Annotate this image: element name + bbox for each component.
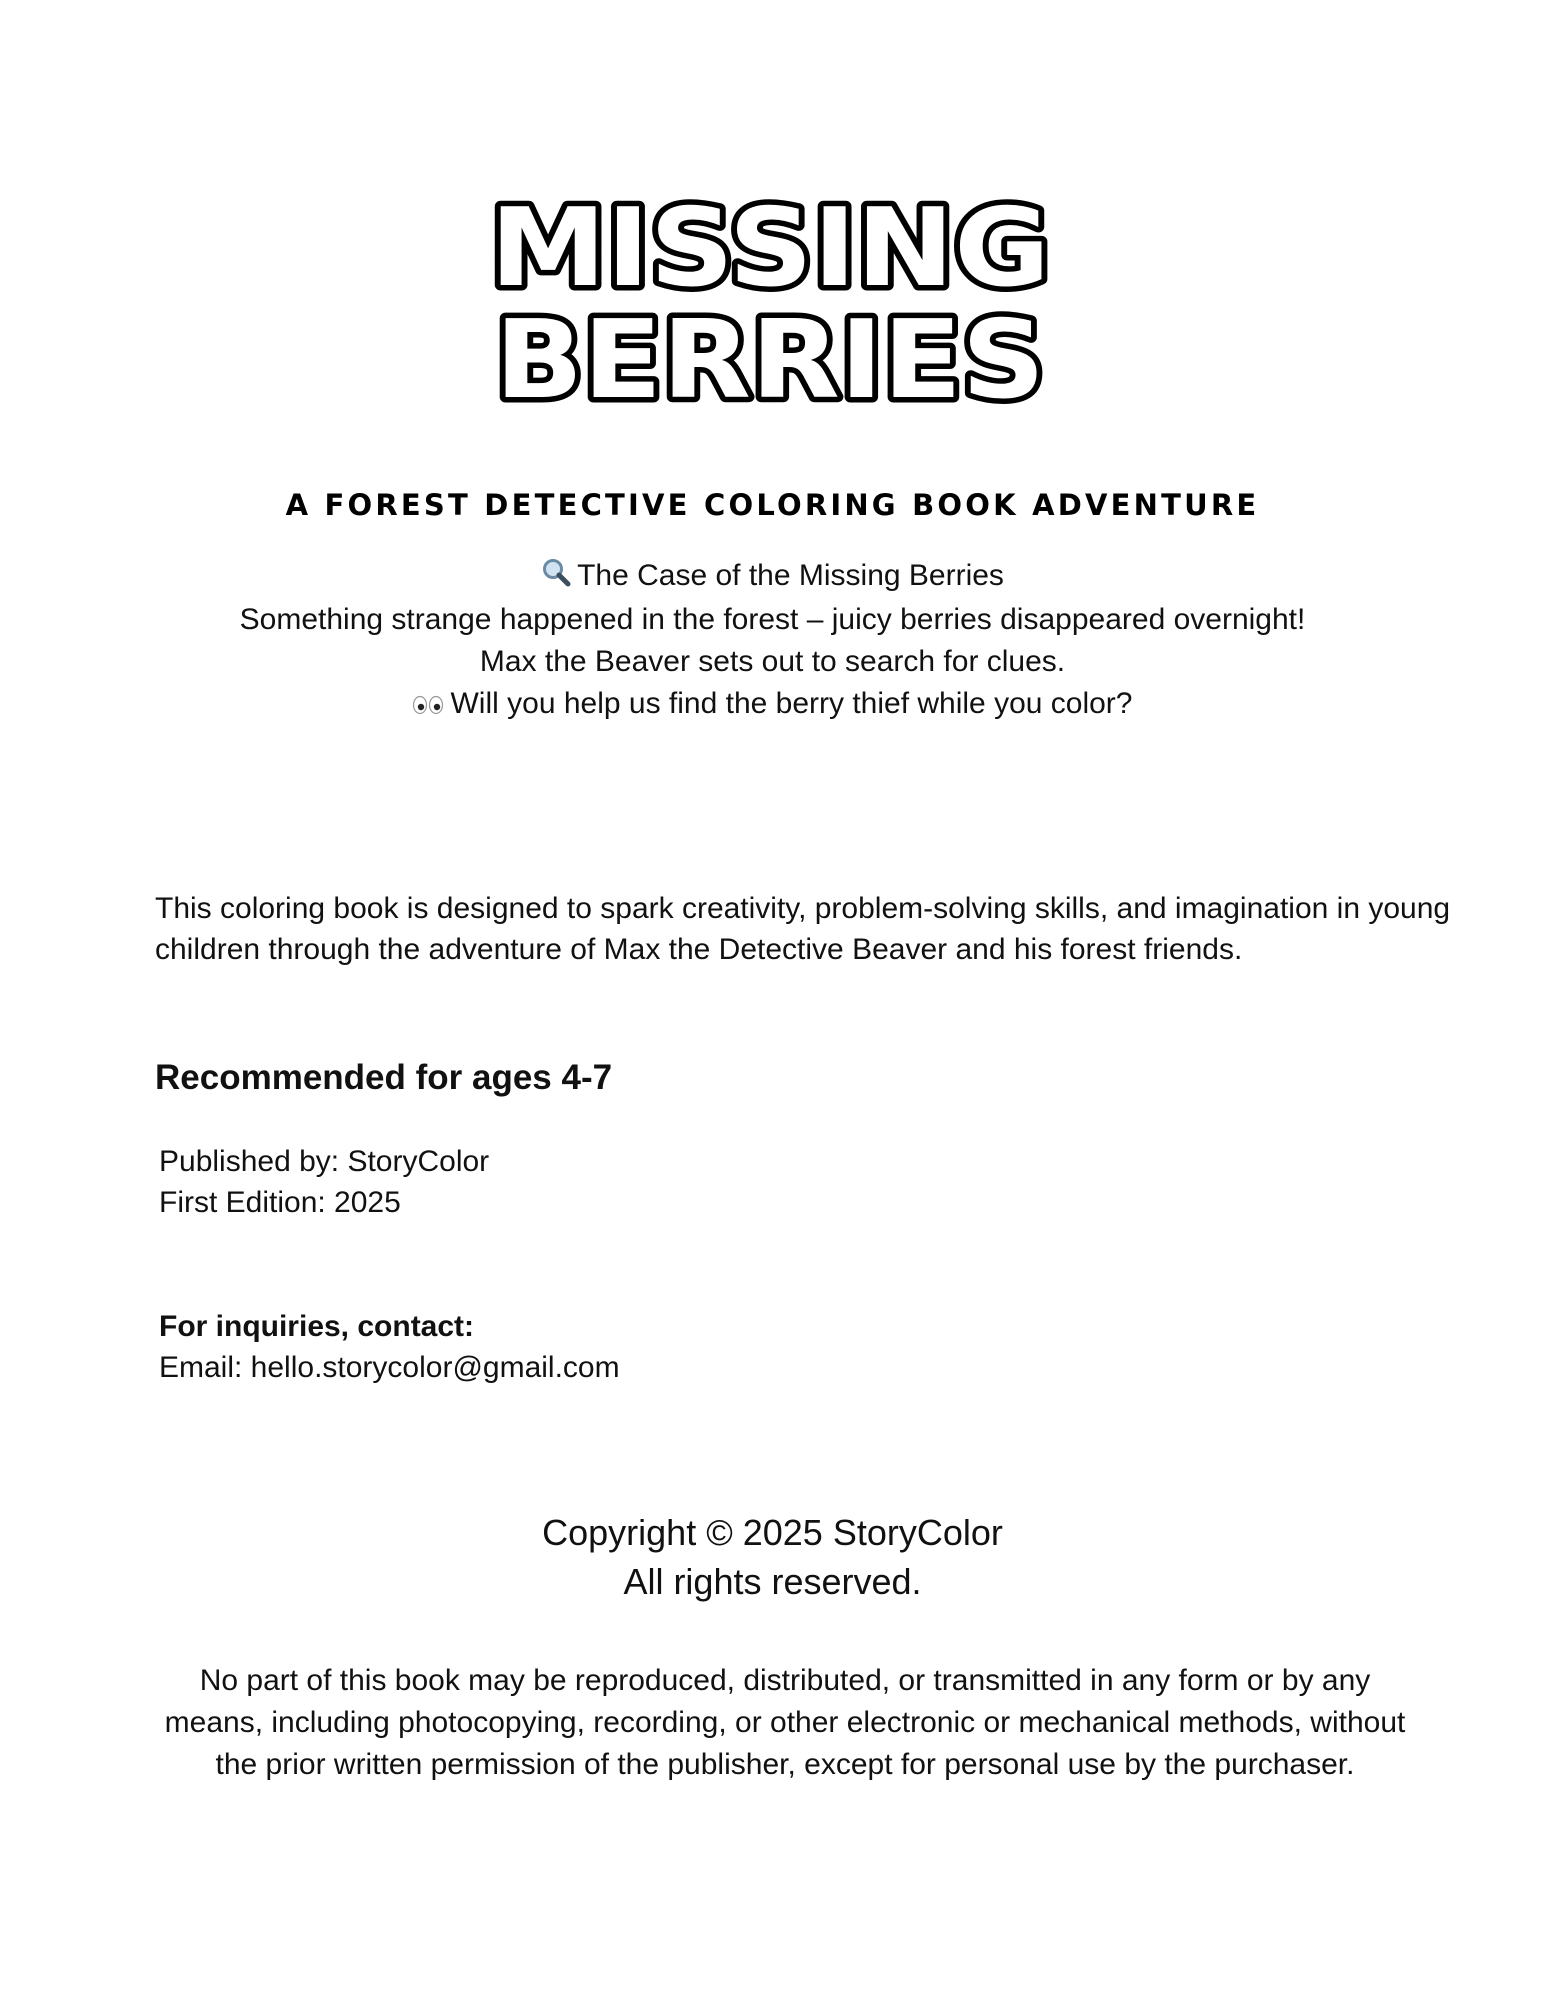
edition: First Edition: 2025 bbox=[159, 1186, 401, 1219]
book-description: This coloring book is designed to spark creativity, problem-solving skills, and imagination in young children through the adventure of Max the Detective Beaver and his forest friends. bbox=[155, 892, 1451, 966]
intro-line-4 bbox=[0, 683, 1545, 727]
title-logo bbox=[470, 185, 1070, 420]
recommended-ages: Recommended for ages 4-7 bbox=[155, 1058, 613, 1097]
intro-block bbox=[0, 555, 1545, 727]
intro-line-1 bbox=[0, 555, 1545, 599]
rights-reserved: All rights reserved. bbox=[623, 1561, 922, 1602]
intro-question: Will you help us find the berry thief while you color? bbox=[450, 687, 1133, 720]
title-line-2: BERRIES bbox=[495, 298, 1045, 420]
contact-email: Email: hello.storycolor@gmail.com bbox=[159, 1351, 620, 1384]
title-logo-svg bbox=[470, 185, 1070, 420]
copyright-line: Copyright © 2025 StoryColor bbox=[542, 1512, 1003, 1553]
intro-line-3: Max the Beaver sets out to search for clues. bbox=[479, 645, 1066, 678]
contact-info bbox=[159, 1306, 620, 1388]
legal-notice: No part of this book may be reproduced, distributed, or transmitted in any form or by any means, including photocopying, recording, or other electronic or mechanical methods, without the prior written permission of the publisher, except for personal use by the purchaser. bbox=[164, 1664, 1406, 1781]
intro-line-2: Something strange happened in the forest – juicy berries disappeared overnight! bbox=[239, 603, 1306, 636]
magnifying-glass-icon bbox=[541, 557, 571, 599]
contact-heading: For inquiries, contact: bbox=[159, 1310, 475, 1343]
copyright-block bbox=[0, 1508, 1545, 1606]
eyes-icon bbox=[412, 685, 444, 727]
published-by: Published by: StoryColor bbox=[159, 1145, 490, 1178]
title-line-1: MISSING bbox=[490, 186, 1050, 311]
intro-case-title: The Case of the Missing Berries bbox=[577, 559, 1004, 592]
publisher-info bbox=[159, 1141, 489, 1223]
tagline: A FOREST DETECTIVE COLORING BOOK ADVENTURE bbox=[285, 488, 1260, 522]
